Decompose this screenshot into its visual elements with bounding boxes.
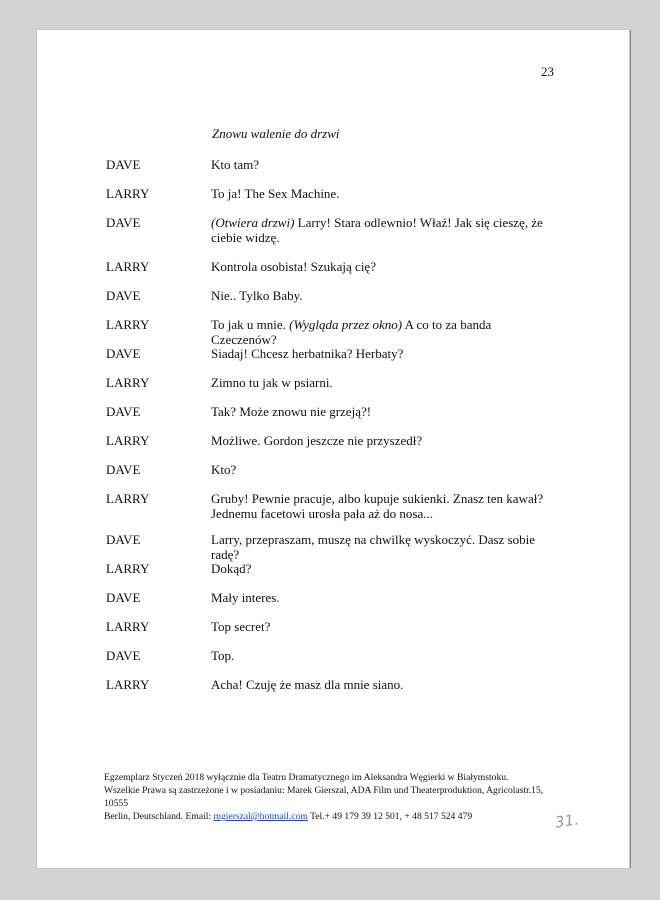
speaker-name: LARRY: [106, 375, 150, 390]
spoken-text: Możliwe. Gordon jeszcze nie przyszedł?: [211, 433, 423, 448]
spoken-text: Dokąd?: [211, 561, 252, 576]
spoken-text: Larry! Stara odlewnio! Właź! Jak się cieszę, że ciebie widzę.: [211, 215, 543, 245]
dialogue-text: [211, 648, 551, 663]
speaker-name: DAVE: [106, 462, 141, 477]
handwritten-page-mark: 31.: [553, 810, 580, 832]
spoken-text: Top.: [211, 648, 235, 663]
dialogue-text: [211, 346, 551, 361]
inline-stage-direction: (Otwiera drzwi): [211, 215, 295, 230]
dialogue-text: [211, 561, 551, 576]
copyright-footer: [104, 771, 564, 823]
spoken-text: Siadaj! Chcesz herbatnika? Herbaty?: [211, 346, 404, 361]
speaker-name: LARRY: [106, 433, 150, 448]
footer-line-1: Egzemplarz Styczeń 2018 wyłącznie dla Teatru Dramatycznego im Aleksandra Węgierki w Białymstoku.: [104, 772, 509, 783]
speaker-name: LARRY: [106, 317, 150, 332]
dialogue-text: [211, 215, 551, 245]
dialogue-text: [211, 433, 551, 448]
spoken-text: Nie.. Tylko Baby.: [211, 288, 303, 303]
spoken-text: A co to za banda Czeczenów?: [211, 317, 492, 347]
inline-stage-direction: (Wygląda przez okno): [289, 317, 403, 332]
spoken-text: Kontrola osobista! Szukają cię?: [211, 259, 376, 274]
dialogue-text: [211, 157, 551, 172]
spoken-text: Zimno tu jak w psiarni.: [211, 375, 333, 390]
speaker-name: DAVE: [106, 590, 141, 605]
spoken-text: Gruby! Pewnie pracuje, albo kupuje sukienki. Znasz ten kawał? Jednemu facetowi urosła pała aż do nosa...: [211, 491, 544, 521]
spoken-text: Kto?: [211, 462, 237, 477]
dialogue-text: [211, 677, 551, 692]
dialogue-text: [211, 259, 551, 274]
dialogue-text: [211, 404, 551, 419]
dialogue-text: [211, 186, 551, 201]
spoken-text: Tak? Może znowu nie grzeją?!: [211, 404, 372, 419]
spoken-text: Kto tam?: [211, 157, 260, 172]
dialogue-text: [211, 532, 551, 562]
footer-line-3-suffix: Tel.+ 49 179 39 12 501, + 48 517 524 479: [307, 811, 473, 822]
spoken-text: Acha! Czuję że masz dla mnie siano.: [211, 677, 404, 692]
footer-line-3: [104, 810, 564, 823]
dialogue-text: [211, 375, 551, 390]
page-edge: [630, 30, 631, 868]
speaker-name: DAVE: [106, 346, 141, 361]
stage-direction: Znowu walenie do drzwi: [212, 126, 340, 141]
spoken-text: Top secret?: [211, 619, 271, 634]
speaker-name: DAVE: [106, 648, 141, 663]
email-link[interactable]: mgierszal@hotmail.com: [213, 811, 308, 822]
spoken-text: To jak u mnie.: [211, 317, 290, 332]
speaker-name: LARRY: [106, 259, 150, 274]
speaker-name: LARRY: [106, 491, 150, 506]
spoken-text: Larry, przepraszam, muszę na chwilkę wyskoczyć. Dasz sobie radę?: [211, 532, 536, 562]
speaker-name: DAVE: [106, 404, 141, 419]
speaker-name: DAVE: [106, 532, 141, 547]
spoken-text: To ja! The Sex Machine.: [211, 186, 340, 201]
speaker-name: DAVE: [106, 288, 141, 303]
speaker-name: LARRY: [106, 677, 150, 692]
script-page: [37, 30, 629, 868]
dialogue-text: [211, 288, 551, 303]
footer-line-2: Wszelkie Prawa są zastrzeżone i w posiadaniu: Marek Gierszal, ADA Film und Theaterproduktion, Agricolastr.15, 10555: [104, 785, 544, 809]
dialogue-text: [211, 317, 551, 347]
page-number: 23: [541, 64, 554, 79]
speaker-name: LARRY: [106, 561, 150, 576]
spoken-text: Mały interes.: [211, 590, 280, 605]
dialogue-text: [211, 590, 551, 605]
footer-line-3-prefix: Berlin, Deutschland. Email:: [104, 811, 214, 822]
dialogue-text: [211, 491, 551, 521]
speaker-name: DAVE: [106, 157, 141, 172]
speaker-name: DAVE: [106, 215, 141, 230]
speaker-name: LARRY: [106, 619, 150, 634]
dialogue-text: [211, 462, 551, 477]
dialogue-text: [211, 619, 551, 634]
speaker-name: LARRY: [106, 186, 150, 201]
